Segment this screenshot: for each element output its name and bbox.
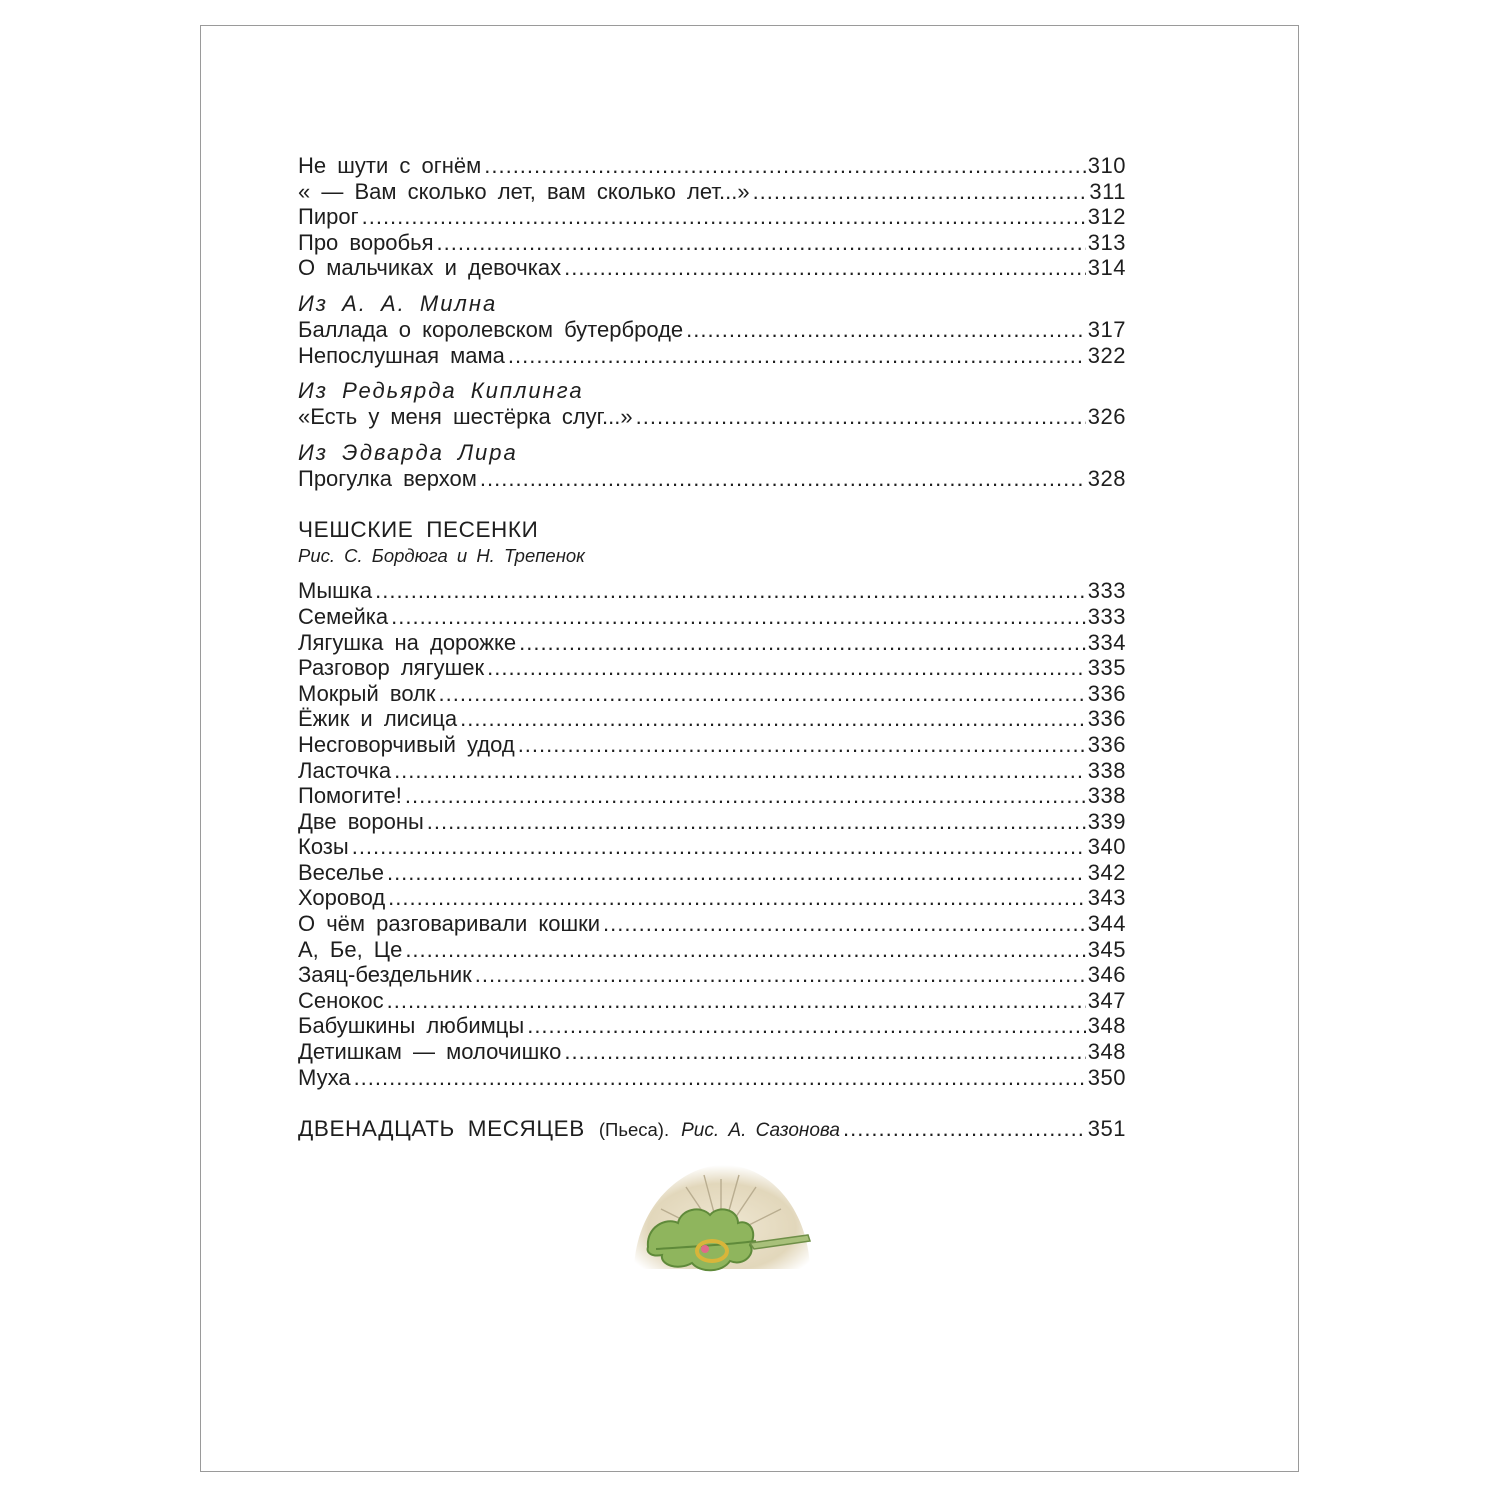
- toc-entry-page: 342: [1087, 859, 1126, 885]
- toc-entry[interactable]: [298, 1065, 1126, 1091]
- toc-entry[interactable]: [298, 706, 1126, 732]
- toc-entry-page: 347: [1087, 987, 1126, 1013]
- author-heading-kipling: Из Редьярда Киплинга: [298, 378, 584, 404]
- toc-entry-page: 314: [1087, 255, 1126, 281]
- toc-entry[interactable]: [298, 630, 1126, 656]
- toc-entry-page: 334: [1087, 629, 1126, 655]
- toc-entry-title: Разговор лягушек: [298, 655, 485, 681]
- dot-leader: [843, 1116, 1086, 1142]
- section-credit-czech: Рис. С. Бордюга и Н. Трепенок: [298, 545, 585, 567]
- toc-entry[interactable]: [298, 604, 1126, 630]
- dot-leader: [564, 255, 1086, 281]
- toc-entry-page: 312: [1087, 204, 1126, 230]
- dot-leader: [484, 153, 1086, 179]
- dot-leader: [352, 834, 1086, 860]
- toc-entry[interactable]: [298, 317, 1126, 343]
- toc-entry-page: 310: [1087, 153, 1126, 178]
- toc-entry[interactable]: [298, 1039, 1126, 1065]
- toc-entry[interactable]: [298, 834, 1126, 860]
- toc-entry[interactable]: [298, 179, 1126, 205]
- toc-entry-title: Несговорчивый удод: [298, 731, 515, 757]
- toc-entry-title: [298, 1116, 840, 1144]
- final-genre: (Пьеса).: [598, 1119, 670, 1141]
- toc-entry[interactable]: [298, 962, 1126, 988]
- toc-entry-page: 350: [1087, 1064, 1126, 1090]
- toc-entry-page: 322: [1087, 342, 1126, 368]
- toc-entry-title: Козы: [298, 834, 349, 860]
- toc-entry[interactable]: [298, 758, 1126, 784]
- toc-entry-title: Муха: [298, 1064, 351, 1090]
- toc-entry-title: Веселье: [298, 859, 384, 885]
- toc-entry-title: Лягушка на дорожке: [298, 629, 517, 655]
- dot-leader: [564, 1039, 1085, 1065]
- dot-leader: [391, 604, 1086, 630]
- table-of-contents: [298, 153, 1126, 1142]
- toc-entry[interactable]: [298, 578, 1126, 604]
- toc-entry-title: Прогулка верхом: [298, 465, 477, 491]
- toc-entry-title: Семейка: [298, 603, 389, 629]
- dot-leader: [508, 343, 1086, 369]
- final-credit: Рис. А. Сазонова: [681, 1120, 840, 1142]
- toc-entry-page: 343: [1087, 885, 1126, 911]
- toc-entry-title: Заяц-бездельник: [298, 962, 472, 988]
- dot-leader: [405, 783, 1086, 809]
- toc-entry-title: Не шути с огнём: [298, 153, 482, 178]
- toc-entry-title: Ласточка: [298, 757, 392, 783]
- dot-leader: [519, 630, 1086, 656]
- dot-leader: [527, 1013, 1086, 1039]
- section-heading-czech: ЧЕШСКИЕ ПЕСЕНКИ: [298, 517, 539, 543]
- toc-entry-page: 335: [1087, 655, 1126, 681]
- dot-leader: [480, 466, 1086, 492]
- toc-entry-page: 339: [1087, 808, 1126, 834]
- toc-entry[interactable]: [298, 404, 1126, 430]
- toc-entry[interactable]: [298, 885, 1126, 911]
- toc-group-1: [298, 153, 1126, 281]
- dot-leader: [354, 1065, 1086, 1091]
- toc-entry-page: 338: [1087, 783, 1126, 809]
- dot-leader: [603, 911, 1086, 937]
- toc-entry-page: 317: [1087, 316, 1126, 342]
- toc-group-czech: [298, 578, 1126, 1090]
- final-title: ДВЕНАДЦАТЬ МЕСЯЦЕВ: [298, 1116, 585, 1142]
- toc-entry-page: 351: [1087, 1116, 1126, 1142]
- author-heading-milne: Из А. А. Милна: [298, 290, 498, 316]
- dot-leader: [518, 732, 1086, 758]
- toc-entry[interactable]: [298, 988, 1126, 1014]
- toc-entry-title: « — Вам сколько лет, вам сколько лет...»: [298, 178, 750, 204]
- toc-entry-page: 345: [1087, 936, 1126, 962]
- toc-entry-twelve-months[interactable]: [298, 1116, 1126, 1142]
- dot-leader: [375, 578, 1086, 604]
- toc-entry-page: 336: [1087, 680, 1126, 706]
- toc-entry-page: 348: [1087, 1013, 1126, 1039]
- toc-entry-title: Хоровод: [298, 885, 386, 911]
- toc-entry[interactable]: [298, 860, 1126, 886]
- toc-entry-title: Ёжик и лисица: [298, 706, 458, 732]
- toc-group-kipling: [298, 404, 1126, 430]
- toc-entry-page: 311: [1089, 178, 1126, 204]
- oak-leaf-ring-illustration: [626, 1157, 816, 1287]
- toc-entry-title: О чём разговаривали кошки: [298, 911, 601, 937]
- toc-group-milne: [298, 317, 1126, 368]
- toc-entry-title: «Есть у меня шестёрка слуг...»: [298, 404, 633, 430]
- toc-entry-title: Мышка: [298, 578, 373, 604]
- toc-entry[interactable]: [298, 681, 1126, 707]
- toc-entry-page: 340: [1087, 834, 1126, 860]
- toc-entry[interactable]: [298, 732, 1126, 758]
- toc-entry-title: Бабушкины любимцы: [298, 1013, 525, 1039]
- dot-leader: [475, 962, 1086, 988]
- toc-entry-title: Детишкам — молочишко: [298, 1039, 562, 1065]
- toc-entry-page: 336: [1087, 731, 1126, 757]
- toc-group-lear: [298, 466, 1126, 492]
- toc-entry[interactable]: [298, 809, 1126, 835]
- toc-entry-title: Баллада о королевском бутерброде: [298, 316, 684, 342]
- dot-leader: [487, 655, 1086, 681]
- toc-entry[interactable]: [298, 153, 1126, 179]
- toc-entry[interactable]: [298, 466, 1126, 492]
- toc-entry-title: Непослушная мама: [298, 342, 505, 368]
- dot-leader: [439, 681, 1086, 707]
- toc-entry-title: Мокрый волк: [298, 680, 436, 706]
- toc-entry[interactable]: [298, 230, 1126, 256]
- dot-leader: [636, 404, 1086, 430]
- toc-entry-title: Сенокос: [298, 987, 384, 1013]
- toc-entry-page: 333: [1087, 603, 1126, 629]
- dot-leader: [362, 204, 1086, 230]
- dot-leader: [686, 317, 1086, 343]
- toc-entry-page: 326: [1087, 404, 1126, 430]
- toc-entry-page: 313: [1087, 229, 1126, 255]
- toc-entry[interactable]: [298, 783, 1126, 809]
- dot-leader: [394, 758, 1086, 784]
- toc-entry-title: Пирог: [298, 204, 359, 230]
- dot-leader: [387, 988, 1086, 1014]
- dot-leader: [387, 860, 1086, 886]
- toc-entry[interactable]: [298, 655, 1126, 681]
- toc-entry[interactable]: [298, 343, 1126, 369]
- toc-entry-page: 336: [1087, 706, 1126, 732]
- toc-entry-title: Про воробья: [298, 229, 434, 255]
- toc-entry[interactable]: [298, 937, 1126, 963]
- toc-entry-title: О мальчиках и девочках: [298, 255, 562, 281]
- dot-leader: [437, 230, 1086, 256]
- dot-leader: [460, 706, 1086, 732]
- author-heading-lear: Из Эдварда Лира: [298, 439, 518, 465]
- toc-entry-page: 333: [1087, 578, 1126, 604]
- toc-entry[interactable]: [298, 911, 1126, 937]
- toc-entry-page: 328: [1087, 465, 1126, 491]
- dot-leader: [753, 179, 1088, 205]
- dot-leader: [405, 937, 1085, 963]
- toc-entry-page: 344: [1087, 911, 1126, 937]
- toc-entry-page: 346: [1087, 962, 1126, 988]
- dot-leader: [427, 809, 1086, 835]
- toc-entry[interactable]: [298, 204, 1126, 230]
- toc-entry[interactable]: [298, 255, 1126, 281]
- dot-leader: [388, 885, 1086, 911]
- toc-entry-title: А, Бе, Це: [298, 936, 403, 962]
- toc-entry[interactable]: [298, 1013, 1126, 1039]
- toc-entry-title: Помогите!: [298, 783, 402, 809]
- toc-entry-page: 338: [1087, 757, 1126, 783]
- toc-entry-page: 348: [1087, 1039, 1126, 1065]
- toc-entry-title: Две вороны: [298, 808, 424, 834]
